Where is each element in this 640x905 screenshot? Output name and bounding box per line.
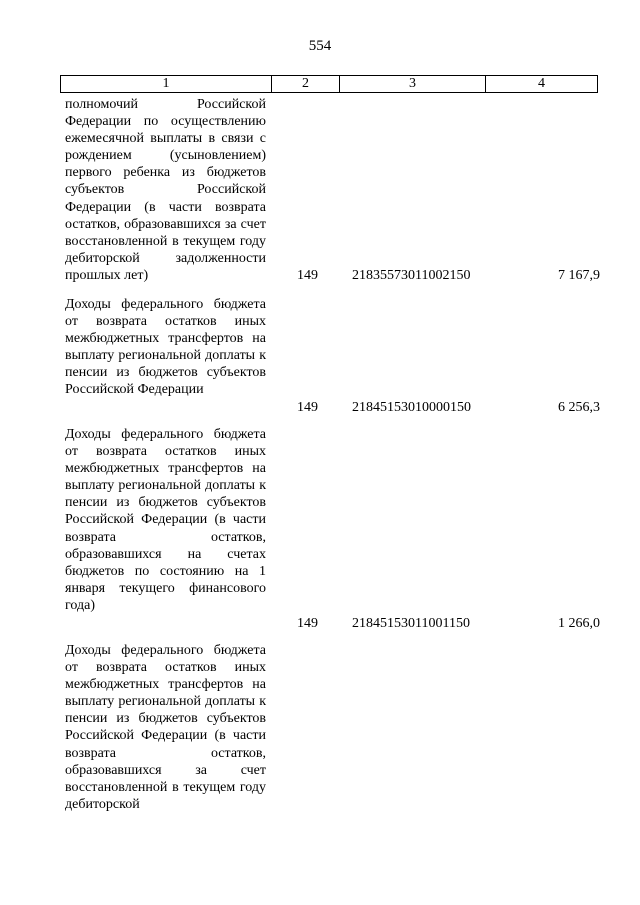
row-amount: 6 256,3	[558, 400, 600, 415]
row-kbk-code: 21845153011001150	[352, 616, 470, 631]
table-row	[65, 642, 605, 842]
column-header-3: 3	[340, 76, 486, 92]
row-description: Доходы федерального бюджета от возврата остатков иных межбюджетных трансфертов на выплату региональной доплаты к пенсии из бюджетов субъектов Российской Федерации	[65, 297, 266, 398]
row-admin-code: 149	[297, 616, 318, 631]
column-header-1: 1	[61, 76, 272, 92]
table-row	[65, 296, 605, 416]
row-description: Доходы федерального бюджета от возврата остатков иных межбюджетных трансфертов на выплату региональной доплаты к пенсии из бюджетов субъектов Российской Федерации (в части возврата остатков, образовавшихся на счетах бюджетов по состоянию на 1 января текущего финансового года)	[65, 427, 266, 613]
row-description: полномочий Российской Федерации по осуществлению ежемесячной выплаты в связи с рождением (усыновлением) первого ребенка из бюджетов субъектов Российской Федерации (в части возврата остатков, образовавшихся за счет восстановленной в текущем году дебиторской задолженности прошлых лет)	[65, 97, 266, 283]
row-kbk-code: 21835573011002150	[352, 268, 471, 283]
row-kbk-code: 21845153010000150	[352, 400, 471, 415]
column-header-2: 2	[272, 76, 340, 92]
column-header-4: 4	[538, 76, 545, 91]
table-row	[65, 96, 605, 286]
row-admin-code: 149	[297, 400, 318, 415]
row-description: Доходы федерального бюджета от возврата остатков иных межбюджетных трансфертов на выплату региональной доплаты к пенсии из бюджетов субъектов Российской Федерации (в части возврата остатков, образовавшихся за счет восстановленной в текущем году дебиторской	[65, 643, 266, 812]
table-row	[65, 426, 605, 636]
row-amount: 7 167,9	[558, 268, 600, 283]
row-admin-code: 149	[297, 268, 318, 283]
table-header	[60, 75, 598, 93]
row-amount: 1 266,0	[558, 616, 600, 631]
page-number: 554	[308, 38, 332, 54]
